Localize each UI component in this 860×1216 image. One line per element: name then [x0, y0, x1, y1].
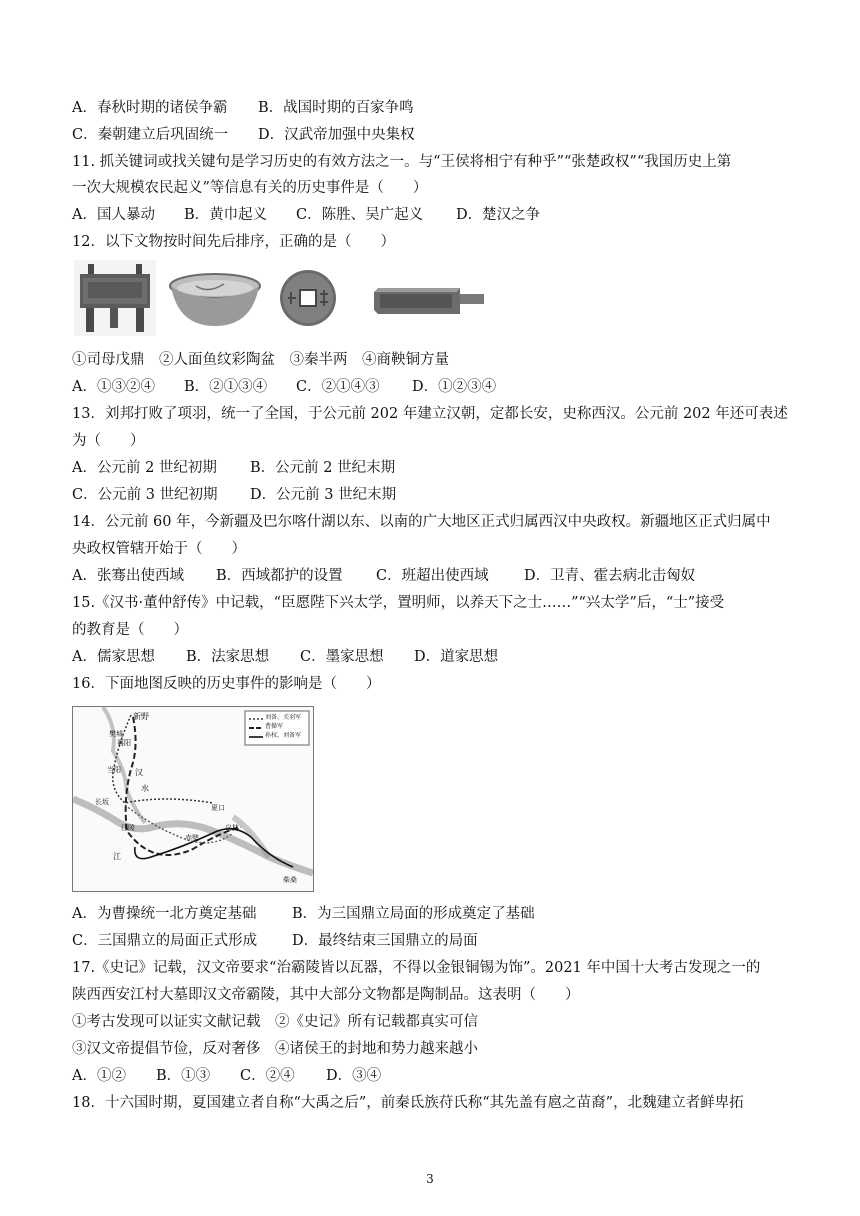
q17-items-line2: ③汉文帝提倡节俭，反对奢侈 ④诸侯王的封地和势力越来越小 — [72, 1041, 478, 1057]
map-label-jiangling: 江陵 — [121, 824, 135, 832]
q16-option-b[interactable]: B．为三国鼎立局面的形成奠定了基础 — [292, 906, 535, 922]
map-label-han: 汉 — [135, 768, 143, 777]
map-label-dangyang: 当阳 — [107, 766, 121, 774]
q11-option-c[interactable]: C．陈胜、吴广起义 — [296, 207, 424, 223]
q17-stem-line1: 17.《史记》记载，汉文帝要求“治霸陵皆以瓦器，不得以金银铜锡为饰”。2021 年中国十大考古发现之一的 — [72, 960, 761, 976]
q10-option-c[interactable]: C．秦朝建立后巩固统一 — [72, 127, 229, 143]
legend-caocao: 曹操军 — [265, 723, 284, 730]
map-label-changban: 长坂 — [95, 798, 109, 806]
q15-stem-line2: 的教育是（ ） — [72, 622, 188, 638]
q10-options-row2 — [72, 125, 792, 145]
q15-stem-line1: 15.《汉书·董仲舒传》中记载，“臣愿陛下兴太学，置明师，以养天下之士……”“兴太学”后，“士”接受 — [72, 595, 725, 611]
q12-option-d[interactable]: D．①②③④ — [412, 379, 497, 395]
q13-options-row1 — [72, 458, 792, 478]
q14-options — [72, 566, 792, 586]
q10-option-a[interactable]: A．春秋时期的诸侯争霸 — [72, 100, 228, 116]
map-label-fancheng: 樊城 — [109, 730, 123, 738]
q16-options-row1 — [72, 904, 792, 924]
q14-stem-line2: 央政权管辖开始于（ ） — [72, 541, 246, 557]
q11-option-b[interactable]: B．黄巾起义 — [184, 207, 268, 223]
q16-stem: 16．下面地图反映的历史事件的影响是（ ） — [72, 676, 381, 692]
simuwu-ding-image — [74, 260, 156, 336]
page-number: 3 — [426, 1172, 434, 1186]
q11-option-a[interactable]: A．国人暴动 — [72, 207, 155, 223]
q17-option-b[interactable]: B．①③ — [156, 1068, 211, 1084]
q17-option-c[interactable]: C．②④ — [240, 1068, 295, 1084]
q15-option-a[interactable]: A．儒家思想 — [72, 649, 155, 665]
map-label-wulin: 乌林 — [225, 824, 239, 832]
q11-option-d[interactable]: D．楚汉之争 — [456, 207, 541, 223]
q11-options — [72, 205, 792, 225]
q17-option-d[interactable]: D．③④ — [326, 1068, 382, 1084]
q11-stem-line1: 11. 抓关键词或找关键句是学习历史的有效方法之一。与“王侯将相宁有种乎”“张楚政权”“我国历史上第 — [72, 154, 732, 170]
map-label-shui: 水 — [141, 784, 149, 793]
q10-option-b[interactable]: B．战国时期的百家争鸣 — [258, 100, 414, 116]
q12-stem: 12．以下文物按时间先后排序，正确的是（ ） — [72, 234, 395, 250]
q12-relic-images — [72, 258, 492, 338]
q10-options-row1 — [72, 98, 792, 118]
q16-option-a[interactable]: A．为曹操统一北方奠定基础 — [72, 906, 257, 922]
q14-option-d[interactable]: D．卫青、霍去病北击匈奴 — [524, 568, 696, 584]
q13-stem-line1: 13．刘邦打败了项羽，统一了全国，于公元前 202 年建立汉朝，定都长安，史称西汉。公元前 202 年还可表述 — [72, 406, 788, 422]
q15-option-c[interactable]: C．墨家思想 — [300, 649, 384, 665]
q13-option-b[interactable]: B．公元前 2 世纪末期 — [250, 460, 396, 476]
legend-liubei: 刘备、关羽军 — [265, 714, 302, 721]
q14-stem-line1: 14．公元前 60 年，今新疆及巴尔喀什湖以东、以南的广大地区正式归属西汉中央政权。新疆地区正式归属中 — [72, 514, 771, 530]
q13-option-c[interactable]: C．公元前 3 世纪初期 — [72, 487, 218, 503]
q13-stem-line2: 为（ ） — [72, 433, 145, 449]
painted-pottery-basin-image — [168, 272, 262, 328]
map-label-chaisang: 柴桑 — [283, 876, 297, 884]
q16-options-row2 — [72, 931, 792, 951]
qin-banliang-coin-image — [278, 268, 338, 328]
q12-option-c[interactable]: C．②①④③ — [296, 379, 380, 395]
shangyang-bronze-measure-image — [370, 282, 488, 318]
q13-option-a[interactable]: A．公元前 2 世纪初期 — [72, 460, 217, 476]
q17-option-a[interactable]: A．①② — [72, 1068, 126, 1084]
q11-stem-line2: 一次大规模农民起义”等信息有关的历史事件是（ ） — [72, 180, 428, 196]
q12-options — [72, 377, 792, 397]
map-label-xiakou: 夏口 — [211, 804, 225, 812]
q17-items-line1: ①考古发现可以证实文献记载 ②《史记》所有记载都真实可信 — [72, 1014, 478, 1030]
q15-options — [72, 647, 792, 667]
q17-options — [72, 1066, 792, 1086]
q12-option-a[interactable]: A．①③②④ — [72, 379, 155, 395]
q14-option-c[interactable]: C．班超出使西域 — [376, 568, 489, 584]
q12-relic-captions: ①司母戊鼎 ②人面鱼纹彩陶盆 ③秦半两 ④商鞅铜方量 — [72, 352, 449, 368]
q13-options-row2 — [72, 485, 792, 505]
map-label-chibi: 赤壁 — [185, 834, 199, 842]
map-label-jiang: 江 — [113, 852, 121, 861]
q17-stem-line2: 陕西西安江村大墓即汉文帝霸陵，其中大部分文物都是陶制品。这表明（ ） — [72, 987, 580, 1003]
q13-option-d[interactable]: D．公元前 3 世纪末期 — [250, 487, 397, 503]
q14-option-b[interactable]: B．西域都护的设置 — [216, 568, 343, 584]
q14-option-a[interactable]: A．张骞出使西域 — [72, 568, 184, 584]
q18-stem-line1: 18．十六国时期，夏国建立者自称“大禹之后”，前秦氐族苻氏称“其先盖有扈之苗裔”，北魏建立者鲜卑拓 — [72, 1095, 744, 1111]
q15-option-b[interactable]: B．法家思想 — [186, 649, 270, 665]
legend-sunliu: 孙权、刘备军 — [265, 732, 302, 739]
q16-option-c[interactable]: C．三国鼎立的局面正式形成 — [72, 933, 258, 949]
q12-option-b[interactable]: B．②①③④ — [184, 379, 268, 395]
map-label-xinye: 新野 — [133, 712, 149, 721]
q10-option-d[interactable]: D．汉武帝加强中央集权 — [258, 127, 415, 143]
battle-of-chibi-map — [72, 706, 314, 892]
q16-option-d[interactable]: D．最终结束三国鼎立的局面 — [292, 933, 478, 949]
q15-option-d[interactable]: D．道家思想 — [414, 649, 499, 665]
map-label-xiangyang: 襄阳 — [117, 739, 131, 747]
